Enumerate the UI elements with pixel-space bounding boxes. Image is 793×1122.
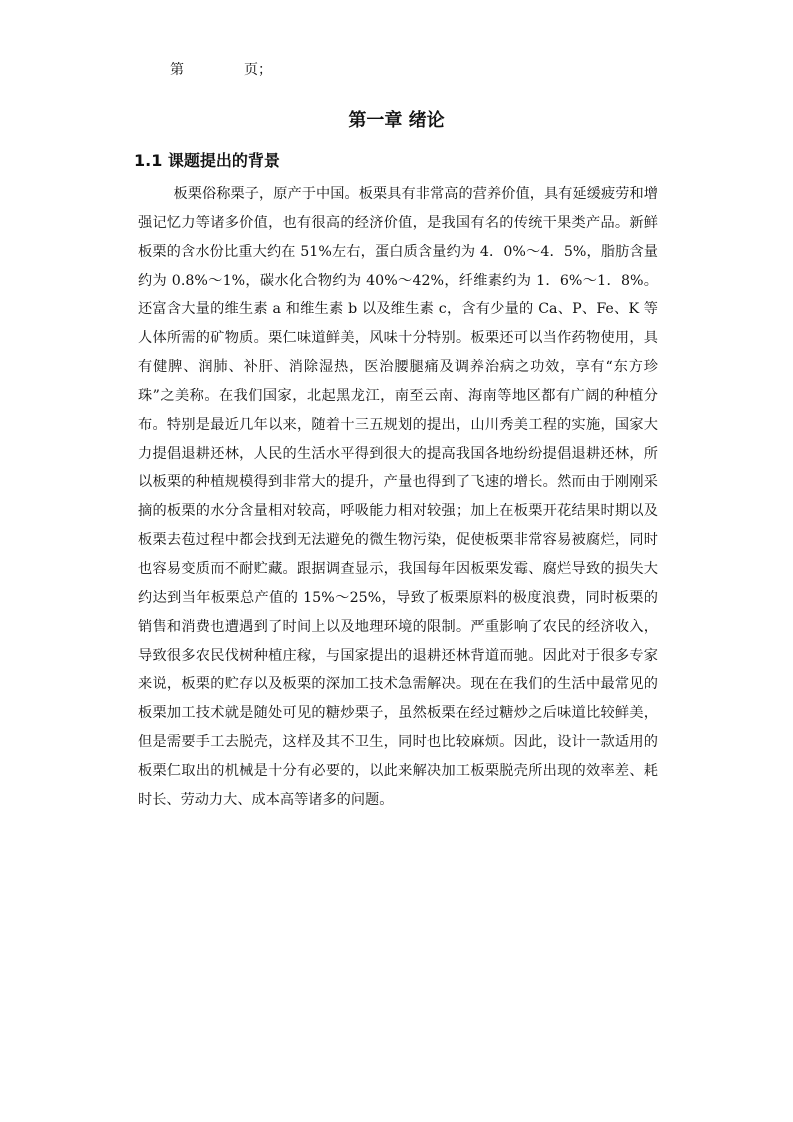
body-paragraph: 板栗俗称栗子，原产于中国。板栗具有非常高的营养价值，具有延缓疲劳和增强记忆力等诸多价值，也有很高的经济价值，是我国有名的传统干果类产品。新鲜板栗的含水份比重大约在 51%左右，蛋白质含量约为 4．0%～4．5%，脂肪含量约为 0.8%～1%，碳水化合物约为 40%～42%，纤维素约为 1．6%～1．8%。还富含大量的维生素 a 和维生素 b 以及维生素 c，含有少量的 Ca、P、Fe、K 等人体所需的矿物质。栗仁味道鲜美，风味十分特别。板栗还可以当作药物使用，具有健脾、润肺、补肝、消除湿热，医治腰腿痛及调养治病之功效，享有“东方珍珠”之美称。在我们国家，北起黑龙江，南至云南、海南等地区都有广阔的种植分布。特别是最近几年以来，随着十三五规划的提出，山川秀美工程的实施，国家大力提倡退耕还林，人民的生活水平得到很大的提高我国各地纷纷提倡退耕还林，所以板栗的种植规模得到非常大的提升，产量也得到了飞速的增长。然而由于刚刚采摘的板栗的水分含量相对较高，呼吸能力相对较强；加上在板栗开花结果时期以及板栗去苞过程中都会找到无法避免的微生物污染，促使板栗非常容易被腐烂，同时也容易变质而不耐贮藏。跟据调查显示，我国每年因板栗发霉、腐烂导致的损失大约达到当年板栗总产值的 15%～25%，导致了板栗原料的极度浪费，同时板栗的销售和消费也遭遇到了时间上以及地理环境的限制。严重影响了农民的经济收入，导致很多农民伐树种植庄稼，与国家提出的退耕还林背道而驰。因此对于很多专家来说，板栗的贮存以及板栗的深加工技术急需解决。现在在我们的生活中最常见的板栗加工技术就是随处可见的糖炒栗子，虽然板栗在经过糖炒之后味道比较鲜美，但是需要手工去脱壳，这样及其不卫生，同时也比较麻烦。因此，设计一款适用的板栗仁取出的机械是十分有必要的，以此来解决加工板栗脱壳所出现的效率差、耗时长、劳动力大、成本高等诸多的问题。 <box>138 186 658 808</box>
chapter-title: 第一章 绪论 <box>348 110 445 131</box>
page-number-label <box>170 59 272 79</box>
page-label-left: 第 <box>170 62 184 78</box>
section-title: 1.1 课题提出的背景 <box>134 151 280 170</box>
page-label-right: 页； <box>244 62 272 78</box>
